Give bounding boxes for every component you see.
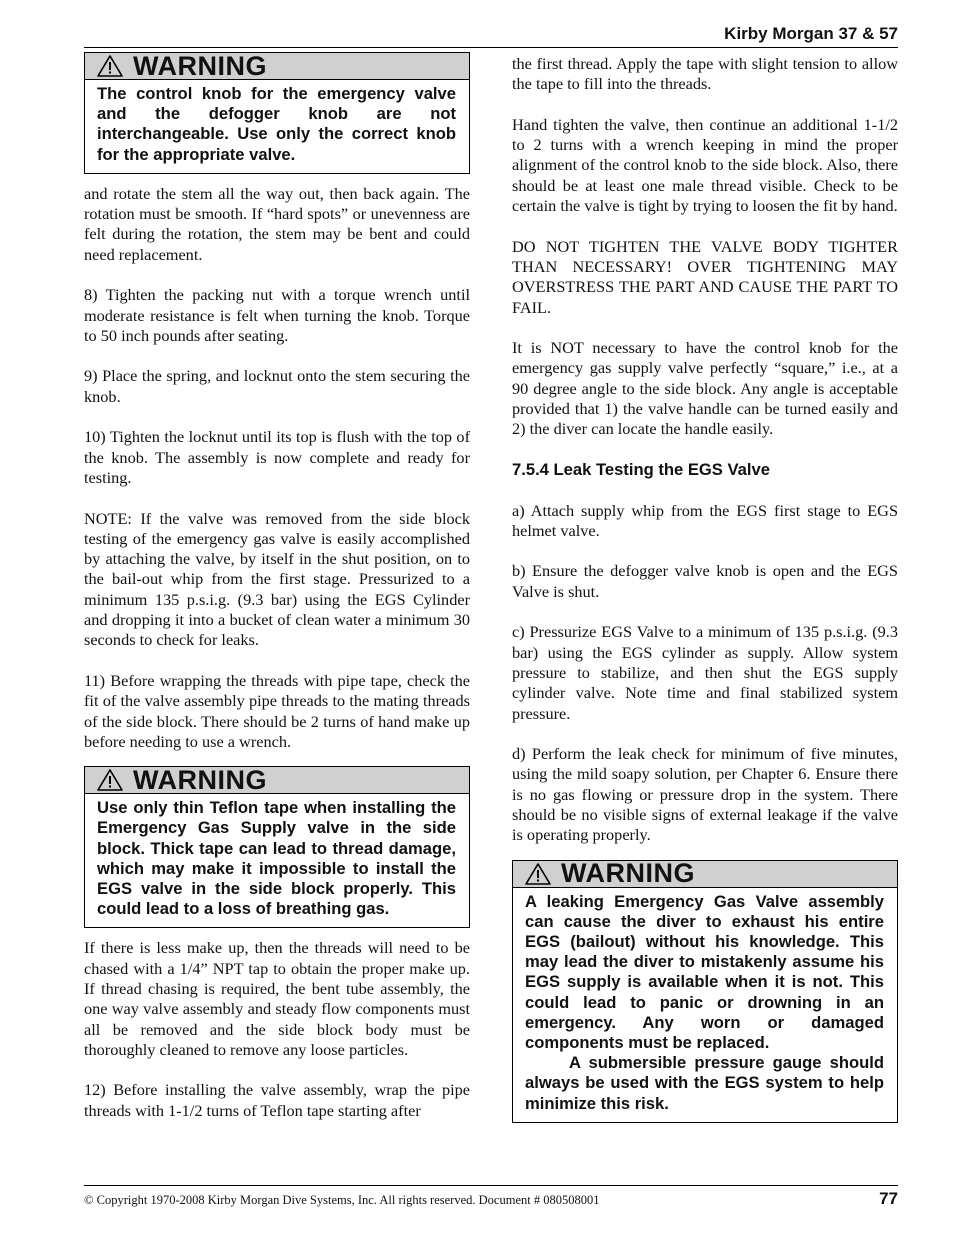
section-heading: 7.5.4 Leak Testing the EGS Valve [512,459,770,479]
right-column [512,54,898,1133]
warning-box [512,860,898,1123]
warning-header [85,764,469,795]
warning-box [84,52,470,174]
warning-header [85,50,469,81]
paragraph: It is NOT necessary to have the control knob for the emergency gas supply valve perfectly “square,” i.e., at a 90 degree angle to the side block. Any angle is acceptable provided that 1) the valve handle can be turned easily and 2) the diver can locate the handle easily. [512,338,898,439]
paragraph: the first thread. Apply the tape with slight tension to allow the tape to fill into the threads. [512,54,898,94]
warning-text: Use only thin Teflon tape when installing the Emergency Gas Supply valve in the side block. Thick tape can lead to thread damage, which may make it impossible to install the EGS valve in the side block properly. This could lead to a loss of breathing gas. [97,798,456,919]
warning-header [513,858,897,889]
running-header-title: Kirby Morgan 37 & 57 [724,24,898,43]
copyright-notice: © Copyright 1970-2008 Kirby Morgan Dive Systems, Inc. All rights reserved. Document # 080508001 [84,1193,600,1207]
paragraph: b) Ensure the defogger valve knob is open and the EGS Valve is shut. [512,561,898,601]
paragraph: 9) Place the spring, and locknut onto the stem securing the knob. [84,366,470,406]
paragraph: 8) Tighten the packing nut with a torque wrench until moderate resistance is felt when turning the knob. Torque to 50 inch pounds after seating. [84,285,470,345]
warning-heading: WARNING [561,858,695,889]
warning-text [513,888,897,1122]
paragraph: 10) Tighten the locknut until its top is flush with the top of the knob. The assembly is now complete and ready for testing. [84,427,470,487]
left-column [84,52,470,1141]
page-number: 77 [879,1189,898,1208]
caution-paragraph: DO NOT TIGHTEN THE VALVE BODY TIGHTER THAN NECESSARY! OVER TIGHTENING MAY OVERSTRESS THE PART AND CAUSE THE PART TO FAIL. [512,236,898,317]
paragraph: 11) Before wrapping the threads with pipe tape, check the fit of the valve assembly pipe threads to the mating threads of the side block. There should be 2 turns of hand make up before needing to use a wrench. [84,670,470,751]
warning-heading: WARNING [133,50,267,81]
warning-text: The control knob for the emergency valve and the defogger knob are not interchangeable. Use only the correct knob for the appropriate valve. [97,84,456,164]
paragraph: a) Attach supply whip from the EGS first stage to EGS helmet valve. [512,500,898,540]
paragraph: c) Pressurize EGS Valve to a minimum of 135 p.s.i.g. (9.3 bar) using the EGS cylinder as supply. Allow system pressure to stabilize, and then shut the EGS supply cylinder valve. Note time and final stabilized system pressure. [512,622,898,723]
paragraph: If there is less make up, then the threads will need to be chased with a 1/4” NPT tap to obtain the proper make up. If thread chasing is required, the bent tube assembly, the one way valve assembly and steady flow components must all be removed and the side block body must be thoroughly cleaned to remove any loose particles. [84,938,470,1059]
paragraph: and rotate the stem all the way out, then back again. The rotation must be smooth. If “hard spots” or unevenness are felt during the rotation, the stem may be bent and could need replacement. [84,183,470,264]
paragraph: d) Perform the leak check for minimum of five minutes, using the mild soapy solution, per Chapter 6. Ensure there is no gas flowing or pressure drop in the system. There should be no visible signs of external leakage if the valve is operating properly. [512,744,898,845]
footer-rule [84,1185,898,1186]
warning-triangle-icon [97,55,123,77]
note-paragraph: NOTE: If the valve was removed from the side block testing of the emergency gas valve is easily accomplished by attaching the valve, by itself in the shut position, on to the bail-out whip from the first stage. Pressurized to a minimum 135 p.s.i.g. (9.3 bar) using the EGS Cylinder and dropping it into a bucket of clean water a minimum 30 seconds to check for leaks. [84,508,470,650]
warning-box [84,766,470,928]
warning-heading: WARNING [133,764,267,795]
warning-text-paragraph: A submersible pressure gauge should always be used with the EGS system to help minimize this risk. [525,1053,884,1113]
paragraph: Hand tighten the valve, then continue an additional 1-1/2 to 2 turns with a wrench keeping in mind the proper alignment of the control knob to the side block. Also, there should be at least one male thread visible. Check to be certain the valve is tight by trying to loosen the fit by hand. [512,114,898,216]
warning-text-paragraph: A leaking Emergency Gas Valve assembly can cause the diver to exhaust his entire EGS (bailout) without his knowledge. This may lead the diver to mistakenly assume his EGS supply is available when it is not. This could lead to panic or drowning in an emergency. Any worn or damaged components must be replaced. [525,891,884,1052]
header-rule [84,47,898,48]
warning-triangle-icon [525,863,551,885]
paragraph: 12) Before installing the valve assembly, wrap the pipe threads with 1-1/2 turns of Teflon tape starting after [84,1080,470,1120]
warning-triangle-icon [97,769,123,791]
